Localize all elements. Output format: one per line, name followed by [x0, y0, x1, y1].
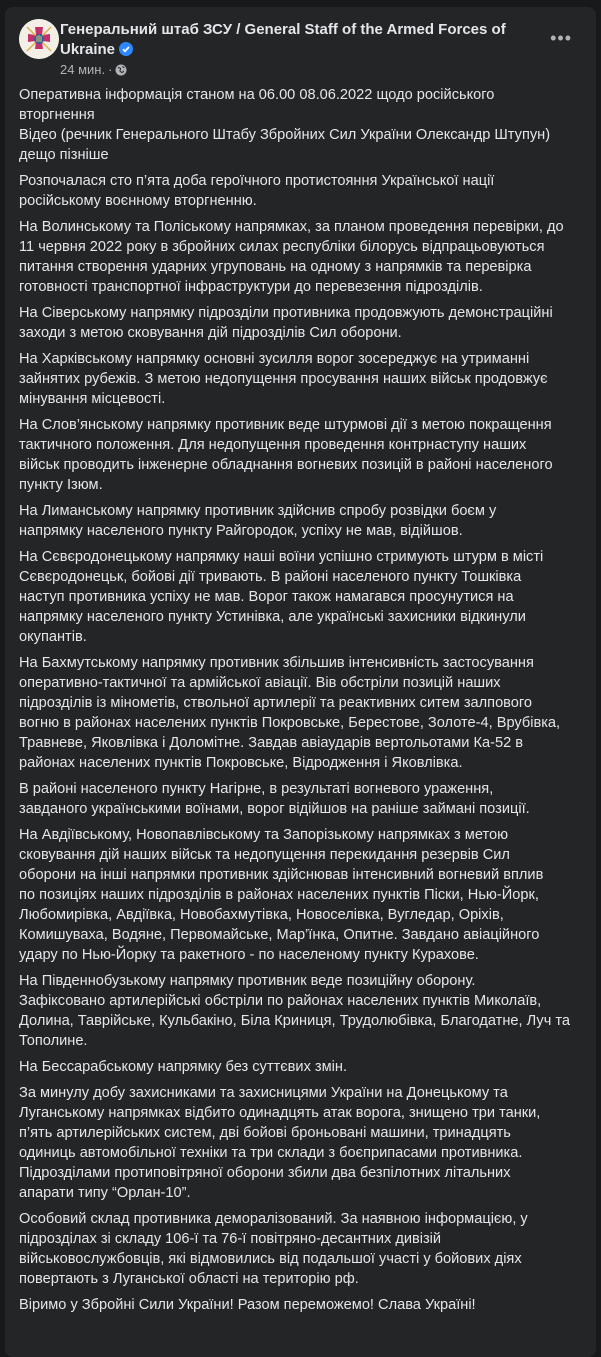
- post-text-line: тактичного положення. Для недопущення проведення контрнаступу наших: [19, 437, 527, 453]
- post-text-line: пункту Ізюм.: [19, 477, 103, 493]
- post-text-line: В районі населеного пункту Нагірне, в результаті вогневого ураження,: [19, 781, 494, 797]
- post-text-line: окупантів.: [19, 629, 87, 645]
- post-paragraph: [19, 217, 589, 297]
- post-text-line: оборони на інші напрямки противник здійснював інтенсивний вогневий вплив: [19, 867, 544, 883]
- post-paragraph: [19, 303, 589, 343]
- emblem-icon: [19, 19, 59, 59]
- post-text-line: На Слов’янському напрямку противник веде штурмові дії з метою покращення: [19, 417, 552, 433]
- post-text-line: Травневе, Яковлівка і Доломітне. Завдав авіаударів вертольотами Ка-52 в: [19, 735, 524, 751]
- globe-icon: [115, 64, 127, 76]
- post-text-line: районах населених пунктів Покровське, Відродження і Яковлівка.: [19, 755, 463, 771]
- post-text-line: На Волинському та Поліському напрямках, за планом проведення перевірки, до: [19, 219, 564, 235]
- post-paragraph: [19, 171, 589, 211]
- post-text-line: п’ять артилерійських систем, дві бойові броньовані машини, тринадцять: [19, 1125, 511, 1141]
- post-text-line: завданого українськими воїнами, ворог відійшов на раніше займані позиції.: [19, 801, 530, 817]
- post-text-line: Відео (речник Генерального Штабу Збройних Сил України Олександр Штупун): [19, 127, 551, 143]
- post-text-line: Оперативна інформація станом на 06.00 08.06.2022 щодо російського: [19, 87, 495, 103]
- post-text-line: Розпочалася сто п’ята доба героїчного протистояння Української нації: [19, 173, 495, 189]
- post-text-line: На Харківському напрямку основні зусилля ворог зосереджує на утриманні: [19, 351, 530, 367]
- post-text-line: напрямку населеного пункту Райгородок, успіху не мав, відійшов.: [19, 523, 463, 539]
- post-text-line: Комишуваха, Водяне, Первомайське, Мар’їнка, Опитне. Завдано авіаційного: [19, 927, 540, 943]
- post-text-line: підрозділів із мінометів, ствольної артилерії та реактивних ситем залпового: [19, 695, 533, 711]
- post-text-line: питання створення ударних угруповань на одному з напрямків та перевірка: [19, 259, 532, 275]
- post-text-line: сковування дій наших військ та недопущення перекидання резервів Сил: [19, 847, 510, 863]
- post-text-line: На Сєвєродонецькому напрямку наші воїни успішно стримують штурм в місті: [19, 549, 544, 565]
- post-text-line: одиниць автомобільної техніки та три склади з боєприпасами противника.: [19, 1145, 523, 1161]
- post-text-line: На Лиманському напрямку противник здійснив спробу розвідки боєм у: [19, 503, 497, 519]
- post-text-line: На Авдіївському, Новопавлівському та Запорізькому напрямках з метою: [19, 827, 509, 843]
- post-text-line: готовності транспортної інфраструктури до перевезення підрозділів.: [19, 279, 483, 295]
- post-text-line: На Південнобузькому напрямку противник веде позиційну оборону.: [19, 973, 476, 989]
- post-text-line: вогню в районах населених пунктів Покровське, Берестове, Золоте-4, Врубівка,: [19, 715, 561, 731]
- post-paragraph: [19, 971, 589, 1051]
- post-text-line: підрозділах зі складу 106-ї та 76-ї повітряно-десантних дивізій: [19, 1231, 442, 1247]
- post-text-line: зайнятих рубежів. З метою недопущення просування наших військ продовжує: [19, 371, 548, 387]
- post-text-line: Любомирівка, Авдіївка, Новобахмутівка, Новоселівка, Вугледар, Оріхів,: [19, 907, 504, 923]
- post-text-line: Особовий склад противника деморалізований. За наявною інформацією, у: [19, 1211, 528, 1227]
- post-text-line: військ проводить інженерне обладнання вогневих позицій в районі населеного: [19, 457, 553, 473]
- post-text-line: На Бессарабському напрямку без суттєвих змін.: [19, 1059, 348, 1075]
- post-text-line: На Бахмутському напрямку противник збільшив інтенсивність застосування: [19, 655, 534, 671]
- post-text-line: удару по Нью-Йорку та ракетного - по населеному пункту Курахове.: [19, 947, 479, 963]
- post-text-line: Підрозділами протиповітряної оборони збили два безпілотних літальних: [19, 1165, 511, 1181]
- post-paragraph: [19, 653, 589, 773]
- post-paragraph: [19, 85, 589, 165]
- post-text-line: На Сіверському напрямку підрозділи противника продовжують демонстраційні: [19, 305, 553, 321]
- post-paragraph: [19, 1057, 589, 1077]
- post-paragraph: [19, 1209, 589, 1289]
- post-text: [19, 85, 589, 1321]
- post-text-line: наступ противника успіху не мав. Ворог також намагався просунутися на: [19, 589, 514, 605]
- post-text-line: Тополине.: [19, 1033, 88, 1049]
- post-text-line: мінування місцевості.: [19, 391, 166, 407]
- post-paragraph: [19, 1295, 589, 1315]
- post-paragraph: [19, 501, 589, 541]
- post-text-line: повертають з Луганської області на територію рф.: [19, 1271, 359, 1287]
- post-text-line: військовослужбовців, які відмовились від подальшої участі у бойових діях: [19, 1251, 522, 1267]
- verified-badge-icon: [119, 42, 133, 56]
- author-name-line[interactable]: Ukraine: [60, 41, 116, 58]
- post-card: [5, 7, 596, 1357]
- more-options-button[interactable]: •••: [550, 28, 572, 48]
- post-text-line: Луганському напрямках відбито одинадцять атак ворога, знищено три танки,: [19, 1105, 541, 1121]
- post-meta: [60, 62, 127, 78]
- post-timestamp[interactable]: 24 мин.: [60, 62, 106, 77]
- post-paragraph: [19, 349, 589, 409]
- post-paragraph: [19, 825, 589, 965]
- post-paragraph: [19, 1083, 589, 1203]
- post-text-line: оперативно-тактичної та армійської авіації. Вів обстріли позицій наших: [19, 675, 501, 691]
- post-text-line: напрямку населеного пункту Устинівка, але українські захисники відкинули: [19, 609, 526, 625]
- post-text-line: вторгнення: [19, 107, 95, 123]
- author-name[interactable]: [60, 20, 506, 60]
- post-paragraph: [19, 547, 589, 647]
- post-text-line: дещо пізніше: [19, 147, 109, 163]
- post-text-line: За минулу добу захисниками та захисницями України на Донецькому та: [19, 1085, 508, 1101]
- post-text-line: Зафіксовано артилерійські обстріли по районах населених пунктів Миколаїв,: [19, 993, 542, 1009]
- post-text-line: 11 червня 2022 року в збройних силах республіки білорусь відпрацьовуються: [19, 239, 545, 255]
- meta-separator: ·: [108, 62, 113, 77]
- post-text-line: Долина, Таврійське, Кульбакіно, Біла Криниця, Трудолюбівка, Благодатне, Луч та: [19, 1013, 570, 1029]
- page-avatar[interactable]: [19, 19, 59, 59]
- post-text-line: російському воєнному вторгненню.: [19, 193, 257, 209]
- post-text-line: апарати типу “Орлан-10”.: [19, 1185, 191, 1201]
- post-text-line: по позиціях наших підрозділів в районах населених пунктів Піски, Нью-Йорк,: [19, 887, 539, 903]
- post-paragraph: [19, 779, 589, 819]
- post-paragraph: [19, 415, 589, 495]
- post-text-line: Віримо у Збройні Сили України! Разом переможемо! Слава Україні!: [19, 1297, 476, 1313]
- post-text-line: заходи з метою сковування дій підрозділів Сил оборони.: [19, 325, 402, 341]
- post-text-line: Сєвєродонецьк, бойові дії тривають. В районі населеного пункту Тошківка: [19, 569, 522, 585]
- author-name-line[interactable]: Генеральний штаб ЗСУ / General Staff of the Armed Forces of: [60, 21, 506, 38]
